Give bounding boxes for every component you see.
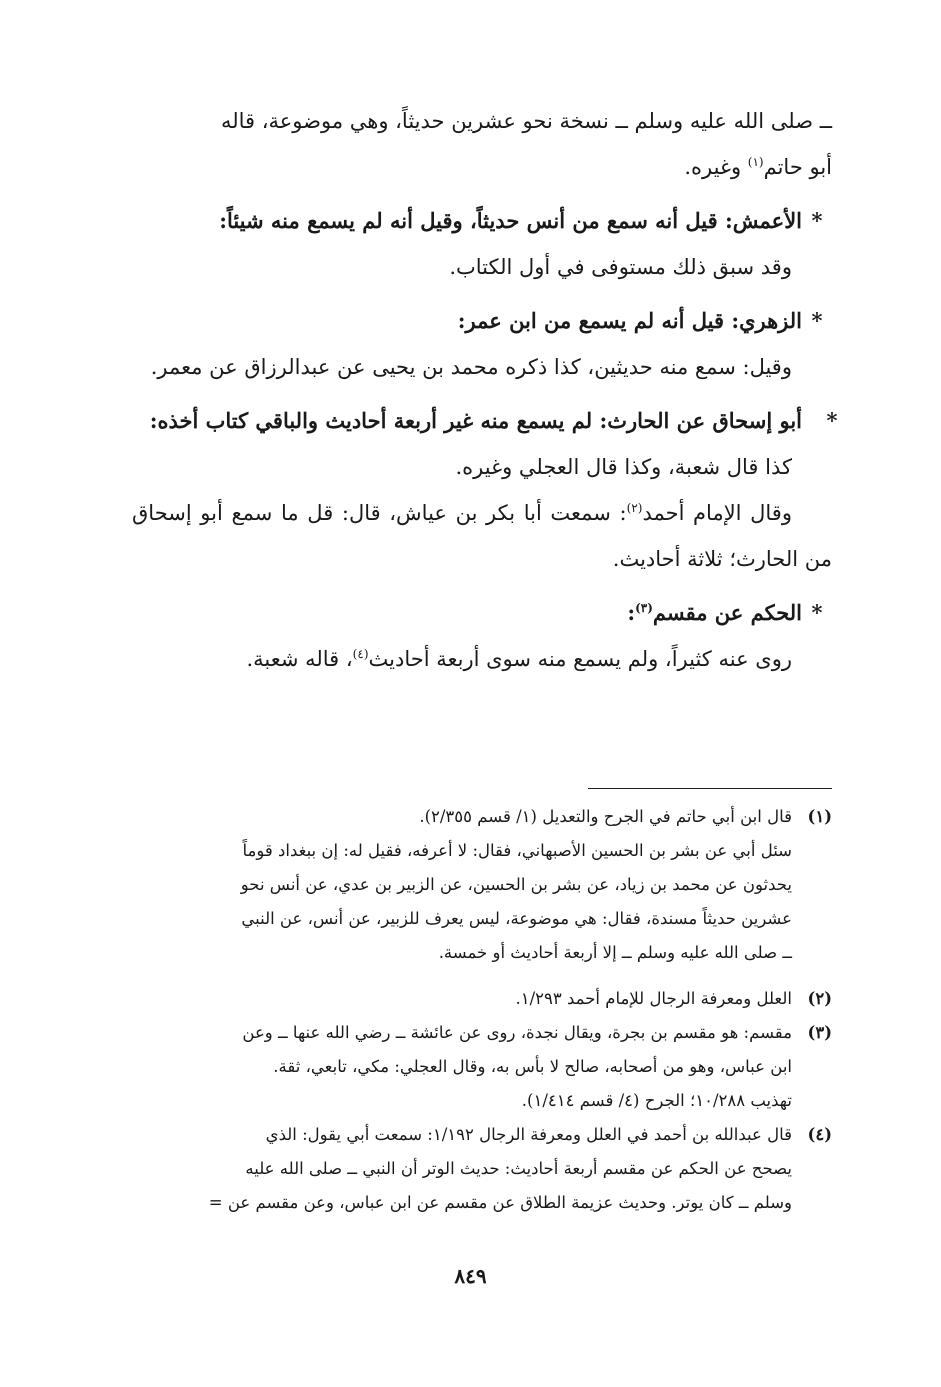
footnote-line: تهذيب ١٠/٢٨٨؛ الجرح (٤/ قسم ١/٤١٤). bbox=[521, 1091, 792, 1110]
entry-heading: أبو إسحاق عن الحارث: لم يسمع منه غير أربعة أحاديث والباقي كتاب أخذه: bbox=[149, 408, 802, 433]
footnote-divider bbox=[588, 788, 832, 789]
footnote-3 bbox=[132, 1016, 832, 1118]
entry-text: وقد سبق ذلك مستوفى في أول الكتاب. bbox=[449, 255, 792, 279]
entry-text-2a: وقال الإمام أحمد bbox=[642, 501, 792, 525]
footnote-ref-1: (١) bbox=[747, 155, 764, 169]
entry-text-b: ، قاله شعبة. bbox=[246, 647, 353, 671]
footnote-ref-2: (٢) bbox=[626, 501, 643, 515]
footnote-line: ــ صلى الله عليه وسلم ــ إلا أربعة أحاديث أو خمسة. bbox=[438, 943, 792, 962]
footnote-line: وسلم ــ كان يوتر. وحديث عزيمة الطلاق عن مقسم عن ابن عباس، وعن مقسم عن = bbox=[208, 1193, 792, 1212]
bullet-star-icon: * bbox=[811, 208, 823, 233]
main-text bbox=[132, 98, 838, 682]
entry-abu-ishaq bbox=[132, 398, 838, 582]
entry-heading: الزهري: قيل أنه لم يسمع من ابن عمر: bbox=[457, 308, 802, 333]
footnote-line: سئل أبي عن بشر بن الحسين الأصبهاني، فقال: لا أعرفه، فقيل له: إن ببغداد قوماً bbox=[242, 841, 792, 860]
entry-text: وقيل: سمع منه حديثين، كذا ذكره محمد بن يحيى عن عبدالرزاق عن معمر. bbox=[150, 355, 792, 379]
entry-text-2 bbox=[132, 490, 832, 582]
intro-line-2-text: أبو حاتم bbox=[763, 155, 832, 179]
entry-text-2b: : سمعت أبا بكر بن عياش، قال: قل ما سمع أبو إسحاق من الحارث؛ ثلاثة أحاديث. bbox=[132, 501, 832, 571]
intro-line-2 bbox=[132, 144, 832, 190]
footnote-line: يحدثون عن محمد بن زياد، عن بشر بن الحسين، عن الزبير بن عدي، عن أنس نحو bbox=[240, 875, 792, 894]
footnote-4 bbox=[132, 1118, 832, 1220]
footnote-line: يصحح عن الحكم عن مقسم أربعة أحاديث: حديث الوتر أن النبي ــ صلى الله عليه bbox=[245, 1159, 792, 1178]
footnote-line: عشرين حديثاً مسندة، فقال: هي موضوعة، ليس يعرف للزبير، عن أنس، عن النبي bbox=[241, 909, 792, 928]
footnote-number: (٤) bbox=[807, 1125, 832, 1144]
footnote-ref-3: (٣) bbox=[635, 601, 653, 615]
footnote-1 bbox=[132, 800, 832, 970]
footnote-2 bbox=[132, 982, 832, 1016]
entry-heading: الأعمش: قيل أنه سمع من أنس حديثاً، وقيل أنه لم يسمع منه شيئاً: bbox=[219, 208, 802, 233]
footnote-line: قال عبدالله بن أحمد في العلل ومعرفة الرجال ١/١٩٢: سمعت أبي يقول: الذي bbox=[265, 1125, 792, 1144]
intro-line-1: ــ صلى الله عليه وسلم ــ نسخة نحو عشرين حديثاً، وهي موضوعة، قاله bbox=[220, 109, 832, 133]
entry-heading-a: الحكم عن مقسم bbox=[652, 600, 802, 625]
footnote-line: العلل ومعرفة الرجال للإمام أحمد ١/٢٩٣. bbox=[515, 989, 792, 1008]
bullet-star-icon: * bbox=[811, 600, 823, 625]
entry-heading-b: : bbox=[627, 600, 636, 625]
entry-text-a: روى عنه كثيراً، ولم يسمع منه سوى أربعة أحاديث bbox=[368, 647, 792, 671]
entry-text bbox=[132, 636, 832, 682]
footnote-line: مقسم: هو مقسم بن بجرة، ويقال نجدة، روى عن عائشة ــ رضي الله عنها ــ وعن bbox=[242, 1023, 792, 1042]
footnote-number: (١) bbox=[807, 807, 832, 826]
bullet-star-icon: * bbox=[811, 308, 823, 333]
entry-zuhri bbox=[132, 298, 832, 390]
bullet-star-icon: * bbox=[826, 408, 838, 433]
footnote-line: ابن عباس، وهو من أصحابه، صالح لا بأس به، وقال العجلي: مكي، تابعي، ثقة. bbox=[273, 1057, 792, 1076]
entry-hakam bbox=[132, 590, 832, 682]
entry-text-1: كذا قال شعبة، وكذا قال العجلي وغيره. bbox=[455, 455, 792, 479]
intro-line-2-end: وغيره. bbox=[684, 155, 748, 179]
footnote-number: (٢) bbox=[807, 989, 832, 1008]
footnote-line: قال ابن أبي حاتم في الجرح والتعديل (١/ قسم ٢/٣٥٥). bbox=[419, 807, 792, 826]
page-number: ٨٤٩ bbox=[454, 1264, 487, 1288]
entry-amash bbox=[132, 198, 832, 290]
footnote-ref-4: (٤) bbox=[352, 647, 369, 661]
footnote-number: (٣) bbox=[807, 1023, 832, 1042]
